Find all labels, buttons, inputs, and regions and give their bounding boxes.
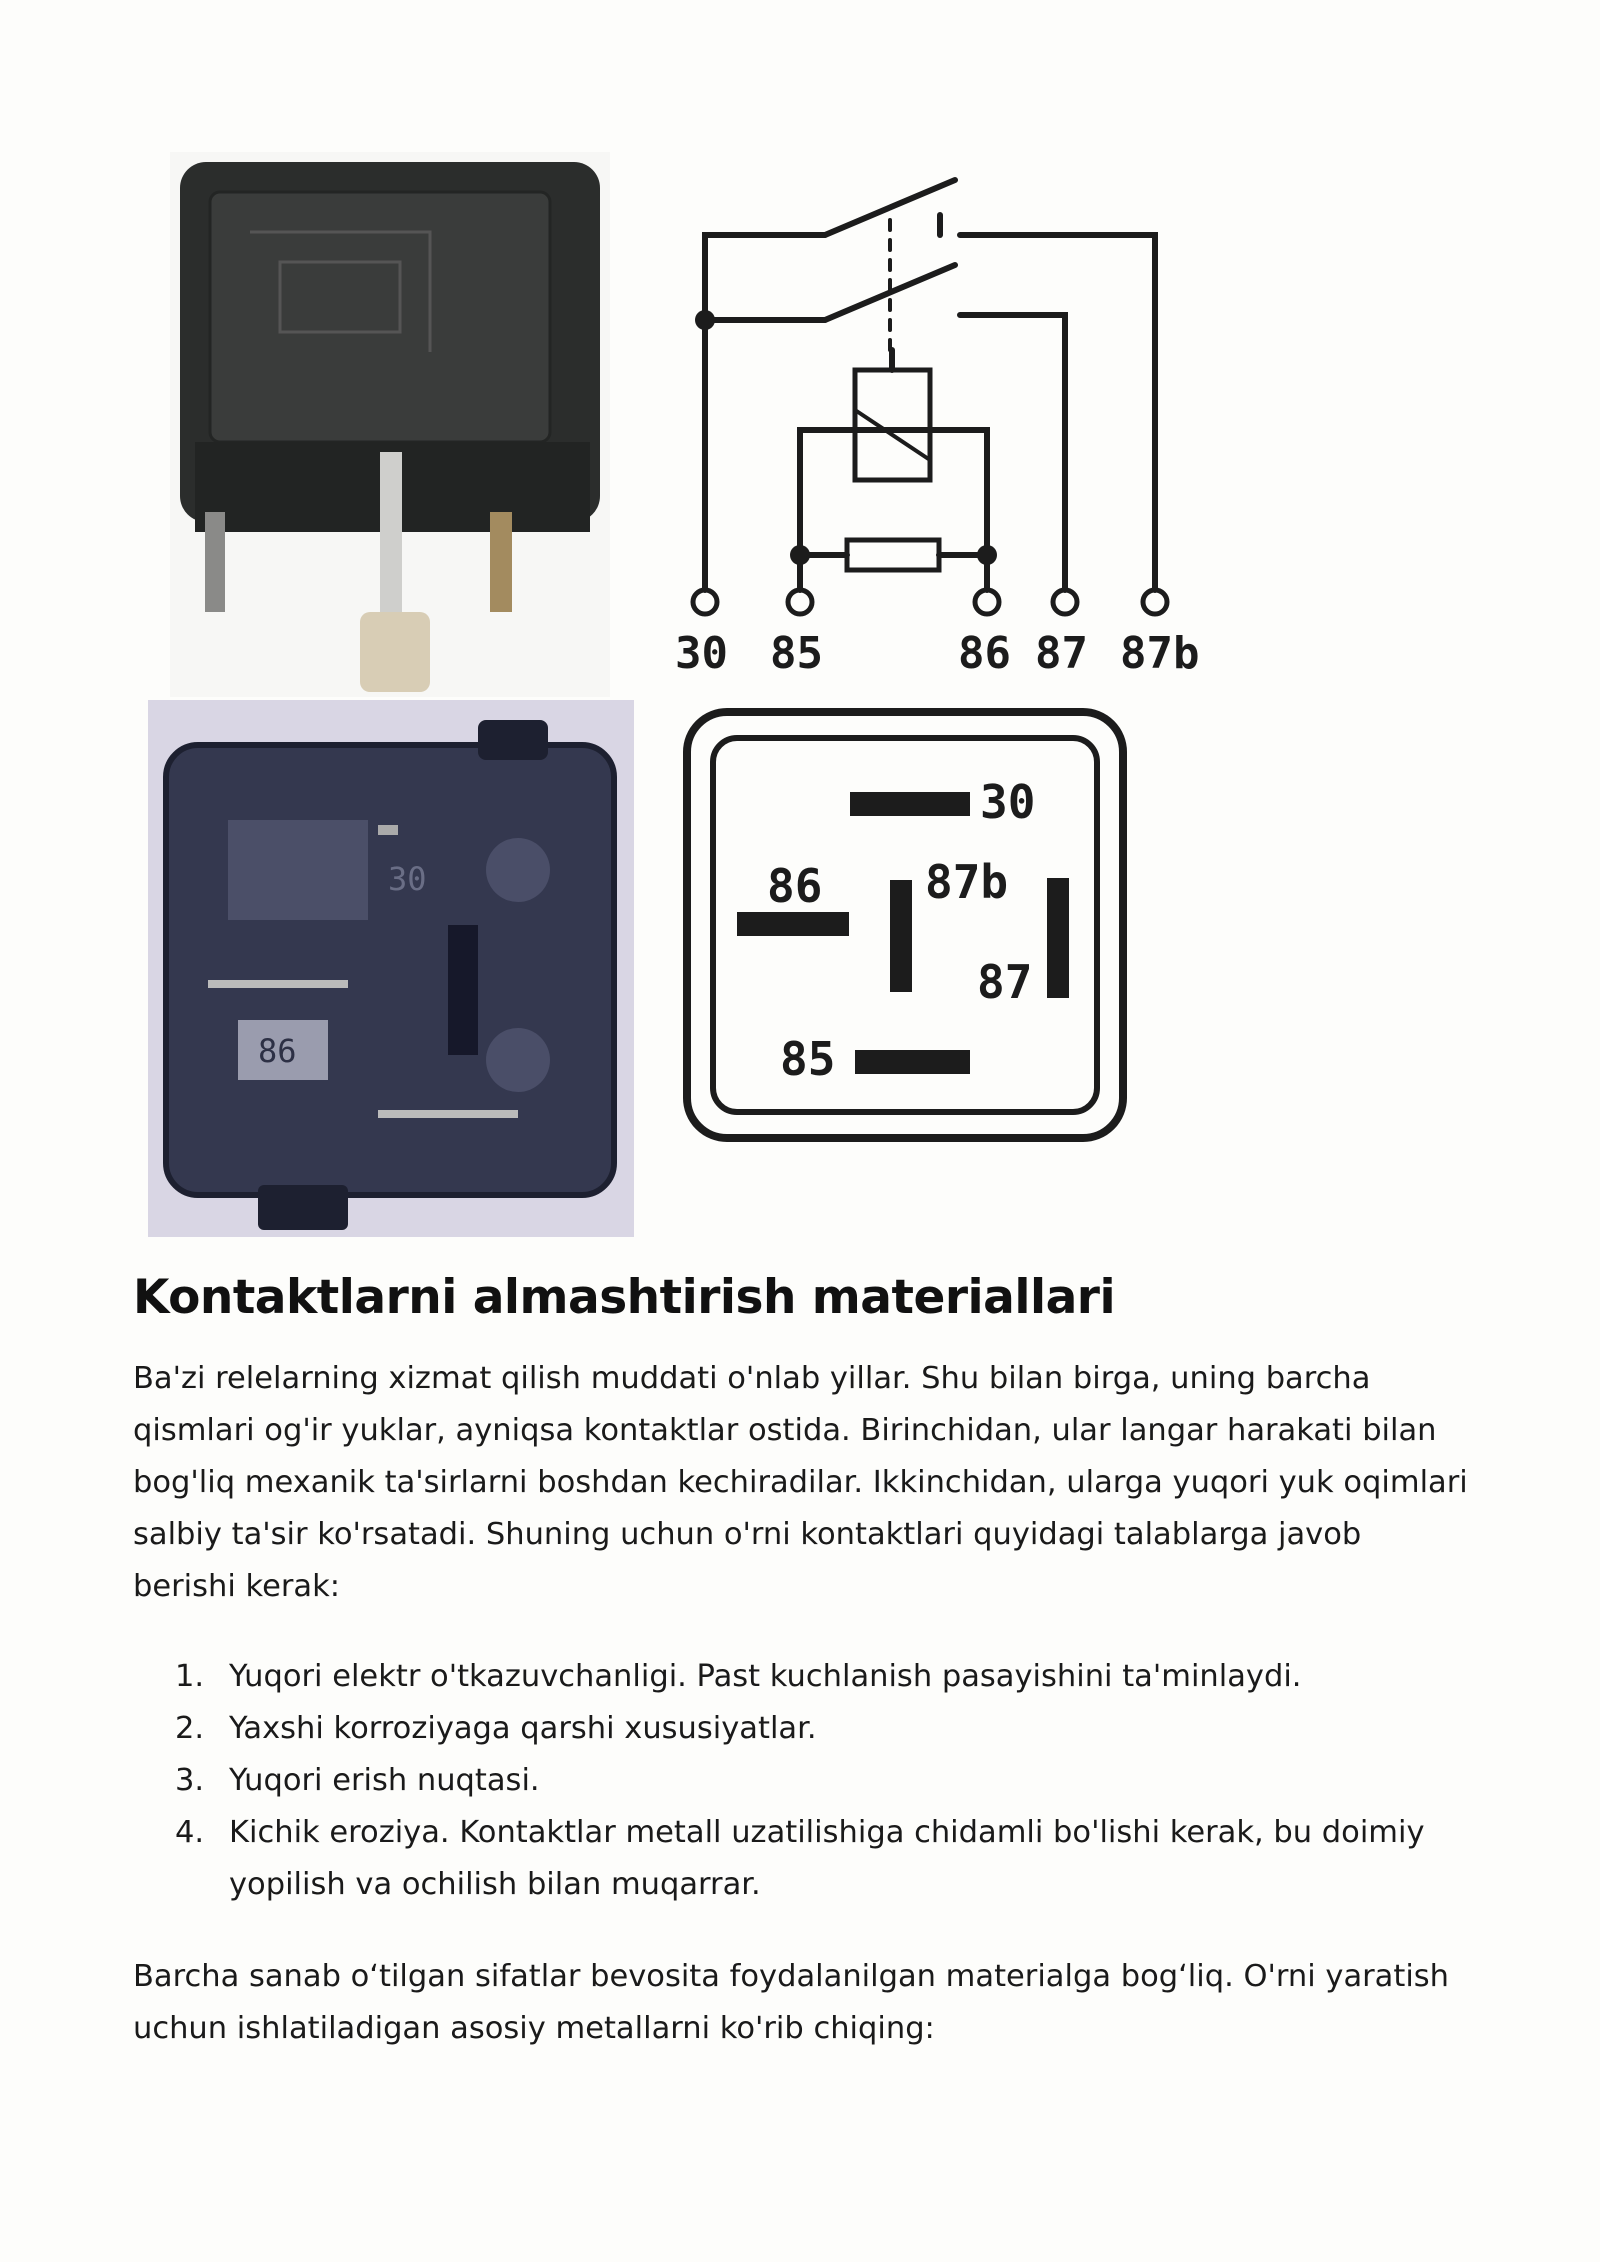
pinout-label-86: 86 [767, 859, 823, 913]
list-number: 4. [175, 1815, 205, 1850]
list-number: 1. [175, 1659, 205, 1694]
list-number: 3. [175, 1763, 205, 1798]
schematic-pin-87b: 87b [1120, 628, 1200, 679]
list-item [133, 1807, 1473, 1911]
section-heading: Kontaktlarni almashtirish materiallari [133, 1270, 1116, 1325]
list-item [133, 1755, 1473, 1807]
list-item [133, 1651, 1473, 1703]
closing-paragraph: Barcha sanab o‘tilgan sifatlar bevosita foydalanilgan materialga bog‘liq. O'rni yaratish uchun ishlatiladigan asosiy metallarni ko'rib chiqing: [133, 1959, 1450, 2046]
relay-photo-bottom [148, 700, 634, 1237]
photo-mark-30: 30 [388, 860, 427, 898]
schematic-pin-85: 85 [770, 628, 823, 679]
list-text: Kichik eroziya. Kontaktlar metall uzatilishiga chidamli bo'lishi kerak, bu doimiy yopilish va ochilish bilan muqarrar. [229, 1815, 1425, 1902]
list-text: Yuqori elektr o'tkazuvchanligi. Past kuchlanish pasayishini ta'minlaydi. [229, 1659, 1302, 1694]
list-item [133, 1703, 1473, 1755]
intro-paragraph: Ba'zi relelarning xizmat qilish muddati o'nlab yillar. Shu bilan birga, uning barcha qismlari og'ir yuklar, ayniqsa kontaktlar ostida. Birinchidan, ular langar harakati bilan bog'liq mexanik ta'sirlarni boshdan kechiradilar. Ikkinchidan, ularga yuqori yuk oqimlari salbiy ta'sir ko'rsatadi. Shuning uchun o'rni kontaktlari quyidagi talablarga javob berishi kerak: [133, 1361, 1468, 1604]
list-number: 2. [175, 1711, 205, 1746]
relay-pinout-diagram [675, 700, 1135, 1150]
pinout-label-30: 30 [980, 775, 1036, 829]
schematic-pin-30: 30 [675, 628, 728, 679]
relay-schematic-diagram [665, 160, 1225, 680]
pinout-label-85: 85 [780, 1032, 836, 1086]
article [133, 1270, 1473, 2055]
pinout-label-87b: 87b [925, 855, 1009, 909]
list-text: Yaxshi korroziyaga qarshi xususiyatlar. [229, 1711, 817, 1746]
requirements-list [133, 1651, 1473, 1911]
relay-photo-side [170, 152, 610, 697]
schematic-pin-87: 87 [1035, 628, 1088, 679]
list-text: Yuqori erish nuqtasi. [229, 1763, 540, 1798]
photo-mark-86: 86 [258, 1032, 297, 1070]
schematic-pin-86: 86 [958, 628, 1011, 679]
pinout-label-87: 87 [977, 955, 1033, 1009]
